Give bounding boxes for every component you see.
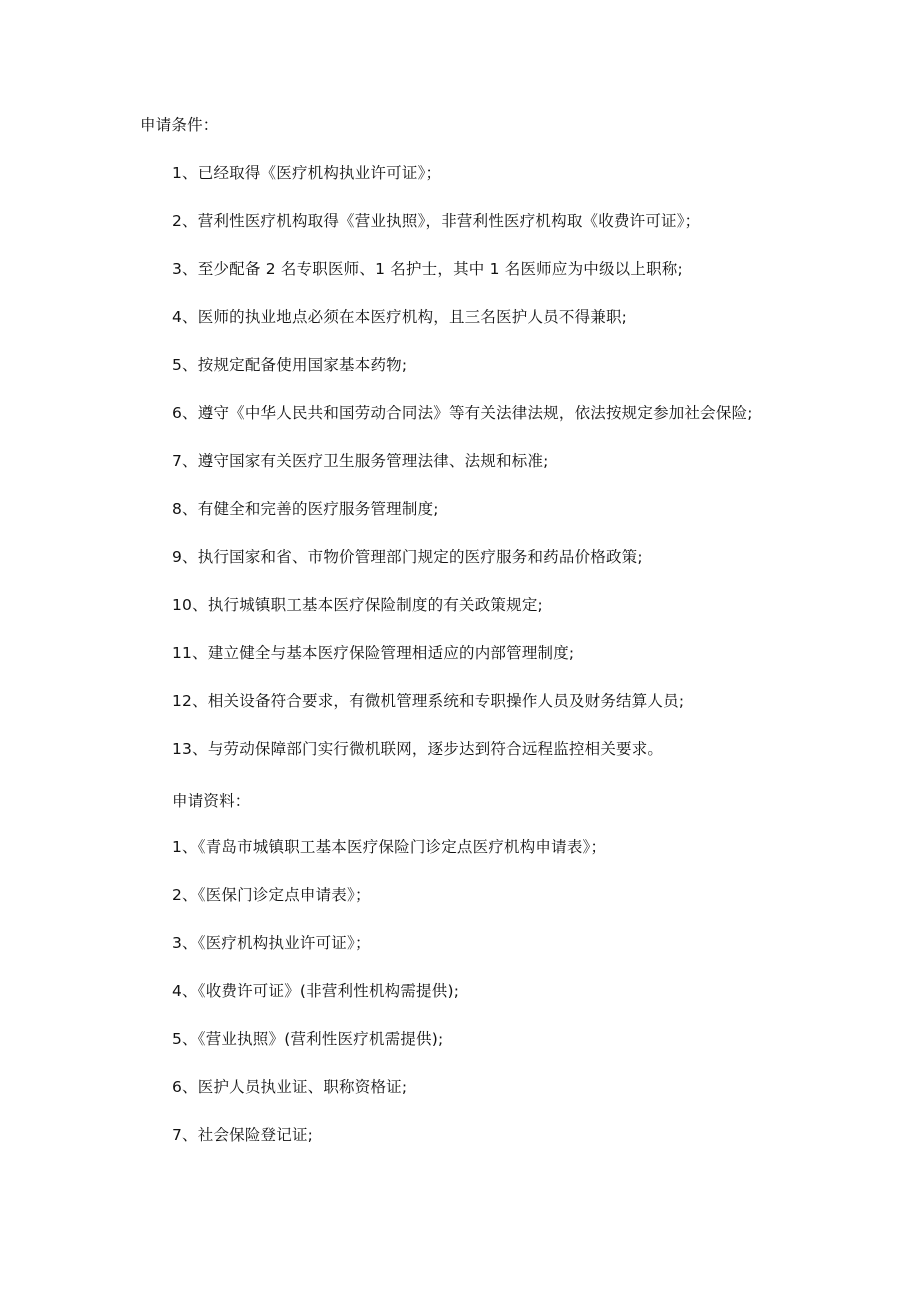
condition-item-10: 10、执行城镇职工基本医疗保险制度的有关政策规定; — [172, 596, 543, 614]
condition-item-1: 1、已经取得《医疗机构执业许可证》； — [172, 164, 442, 182]
material-item-3: 3、《医疗机构执业许可证》； — [172, 934, 371, 952]
condition-item-5: 5、按规定配备使用国家基本药物; — [172, 356, 408, 374]
material-item-5: 5、《营业执照》(营利性医疗机需提供); — [172, 1030, 444, 1048]
condition-item-9: 9、执行国家和省、市物价管理部门规定的医疗服务和药品价格政策; — [172, 548, 643, 566]
condition-item-11: 11、建立健全与基本医疗保险管理相适应的内部管理制度; — [172, 644, 575, 662]
condition-item-8: 8、有健全和完善的医疗服务管理制度; — [172, 500, 439, 518]
condition-item-12: 12、相关设备符合要求，有微机管理系统和专职操作人员及财务结算人员; — [172, 692, 685, 710]
conditions-heading: 申请条件： — [140, 116, 219, 134]
condition-item-3: 3、至少配备 2 名专职医师、1 名护士，其中 1 名医师应为中级以上职称; — [172, 260, 683, 278]
material-item-4: 4、《收费许可证》(非营利性机构需提供); — [172, 982, 460, 1000]
materials-heading: 申请资料： — [172, 792, 251, 810]
condition-item-2: 2、营利性医疗机构取得《营业执照》，非营利性医疗机构取《收费许可证》； — [172, 212, 701, 230]
condition-item-13: 13、与劳动保障部门实行微机联网，逐步达到符合远程监控相关要求。 — [172, 740, 664, 758]
condition-item-4: 4、医师的执业地点必须在本医疗机构，且三名医护人员不得兼职; — [172, 308, 628, 326]
material-item-1: 1、《青岛市城镇职工基本医疗保险门诊定点医疗机构申请表》； — [172, 838, 607, 856]
condition-item-7: 7、遵守国家有关医疗卫生服务管理法律、法规和标准; — [172, 452, 549, 470]
condition-item-6: 6、遵守《中华人民共和国劳动合同法》等有关法律法规，依法按规定参加社会保险; — [172, 404, 753, 422]
material-item-2: 2、《医保门诊定点申请表》； — [172, 886, 371, 904]
material-item-7: 7、社会保险登记证; — [172, 1126, 314, 1144]
material-item-6: 6、医护人员执业证、职称资格证; — [172, 1078, 408, 1096]
